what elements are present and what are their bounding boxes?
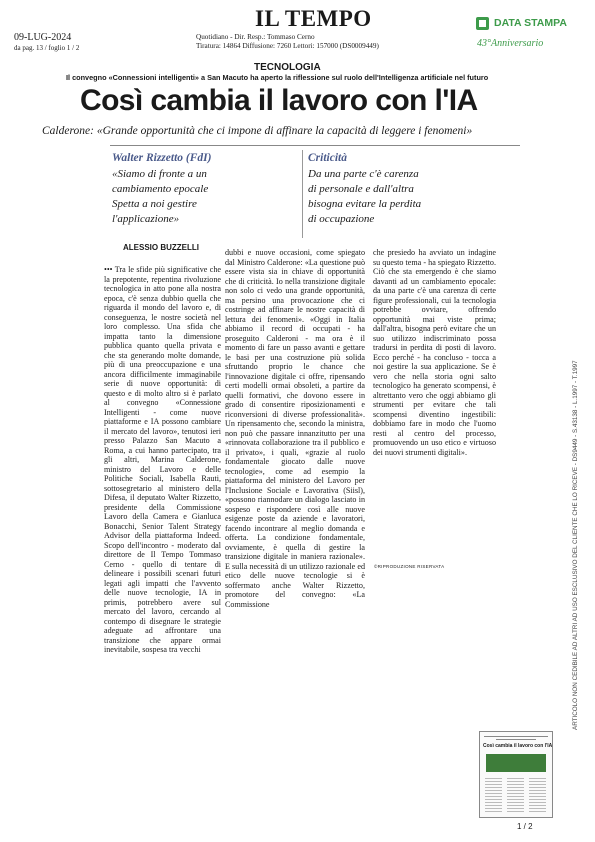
- page-thumbnail[interactable]: [479, 731, 553, 818]
- page-number: 1 / 2: [517, 822, 533, 831]
- quote-separator: [302, 150, 303, 238]
- quote-line: cambiamento epocale: [112, 183, 209, 195]
- quote-line: di personale e dall'altra: [308, 183, 414, 195]
- publication-circulation: Tiratura: 14864 Diffusione: 7260 Lettori: 157000 (DS0009449): [196, 42, 379, 50]
- quote-line: l'applicazione»: [112, 213, 180, 225]
- pull-quote-left-name: Walter Rizzetto (FdI): [112, 152, 212, 164]
- pull-quote-right-text: [308, 167, 508, 227]
- thumbnail-rule: [484, 736, 548, 737]
- article-date: 09-LUG-2024: [14, 32, 72, 43]
- publication-director: Quotidiano - Dir. Resp.: Tommaso Cerno: [196, 33, 315, 41]
- quote-line: di occupazione: [308, 213, 375, 225]
- thumbnail-text-column: [485, 778, 502, 814]
- data-stampa-logo-icon: [476, 17, 489, 30]
- thumbnail-text-column: [529, 778, 546, 814]
- thumbnail-photo: [486, 754, 546, 772]
- quote-line: Da una parte c'è carenza: [308, 168, 419, 180]
- data-stampa-anniversary: 43°Anniversario: [477, 38, 544, 49]
- pull-quote-right-name: Criticità: [308, 152, 347, 164]
- vertical-disclaimer: [560, 150, 579, 730]
- thumbnail-rule: [496, 739, 536, 740]
- vertical-disclaimer-text: ARTICOLO NON CEDIBILE AD ALTRI AD USO ESCLUSIVO DEL CLIENTE CHE LO RICEVE - DS9449 - S.43138 - L.1997 - T.1997: [572, 360, 579, 730]
- quote-line: «Siamo di fronte a un: [112, 168, 207, 180]
- article-subheadline: Calderone: «Grande opportunità che ci impone di affinare la capacità di leggere i fenomeni»: [42, 125, 473, 137]
- article-kicker: Il convegno «Connessioni intelligenti» a San Macuto ha aperto la riflessione sul ruolo dell'Intelligenza artificiale nel futuro: [66, 73, 489, 82]
- quote-line: bisogna evitare la perdita: [308, 198, 422, 210]
- copyright-notice: ©RIPRODUZIONE RISERVATA: [374, 564, 445, 569]
- article-column-3: che presiedo ha avviato un indagine su questo tema - ha spiegato Rizzetto. Ciò che sta emergendo è che siamo davanti ad un cambiamento epocale: da una parte c'è una carenza di certe figure professionali, cui la tecnologia potrebbe ovviare, offrendo opportunità mai viste prima; dall'altra, bisogna però evitare che un suo utilizzo indiscriminato possa tradursi in perdita di posti di lavoro. Ecco perché - ha concluso - tocca a noi gestire la sua applicazione. Se è vero che nella storia ogni salto tecnologico ha generato scompensi, è altrettanto vero che oggi abbiamo gli strumenti per evitare che tali scompensi diventino ingestibili: dobbiamo fare in modo che l'uomo resti al centro del processo, promuovendo un uso etico e virtuoso dei nuovi strumenti digitali».: [373, 248, 496, 457]
- pull-quote-left-text: [112, 167, 297, 227]
- data-stampa-brand: DATA STAMPA: [494, 17, 567, 29]
- quote-line: Spetta a noi gestire: [112, 198, 197, 210]
- page-reference: da pag. 13 / foglio 1 / 2: [14, 44, 80, 52]
- header-divider: [110, 145, 520, 146]
- pull-quote-left: [112, 152, 297, 227]
- newspaper-logo: IL TEMPO: [255, 6, 372, 31]
- article-column-2: dubbi e nuove occasioni, come spiegato dal Ministro Calderone: «La questione può essere vista sia in chiave di opportunità che di criticità. Io nella transizione digitale non solo ci vedo una grande opportunità, ma persino una provocazione che ci costringe ad affinare le nostre capacità di lettura dei fenomeni». «Oggi in Italia abbiamo il record di occupati - ha proseguito Calderoni - ma ora è il momento di fare un passo avanti e gettare le basi per una costruzione più solida sfruttando proprio le chance che l'innovazione digitale ci offre, ripensando certi modelli ormai obsoleti, a partire da quelli formativi, che dovono essere in grado di consentire riposizionamenti e riconversioni di diverse professionalità». Un ripensamento che, secondo la ministra, non può che passare innanzitutto per una «rinnovata collaborazione tra il pubblico e il privato», i quali, «grazie al ruolo fondamentale giocato dalle nuove tecnologie», come ad esempio la piattaforma del ministero del Lavoro per l'Inclusione Sociale e Lavorativa (Siisl), «possono riannodare un dialogo lasciato in sospeso e rispondere così alle nuove esigenze poste da aziende e lavoratori, facendo incontrare al meglio domanda e offerta. La condizione fondamentale, ovviamente, è quella di gestire la transizione digitale in maniera razionale». E sulla necessità di un utilizzo razionale ed etico delle nuove tecnologie si è soffermato anche Walter Rizzetto, promotore del convegno: «La Commissione: [225, 248, 365, 609]
- article-byline: ALESSIO BUZZELLI: [123, 243, 199, 252]
- pull-quote-right: [308, 152, 508, 227]
- article-headline: Così cambia il lavoro con l'IA: [80, 84, 478, 117]
- section-label: TECNOLOGIA: [254, 62, 321, 73]
- article-column-1: ••• Tra le sfide più significative che la prepotente, repentina rivoluzione tecnologica in atto pone alla nostra epoca, c'è senza dubbio quella che riguarda il mondo del lavoro e, di conseguenza, le nostre società nel loro complesso. Una sfida che impatta tanto la dimensione pubblica quanto quella privata e che sta generando molte domande, più di una preoccupazione e una ancora difficilmente immaginabile serie di nuove opportunità: di questo e di molto altro si è parlato al convegno «Connessione Intelligenti - come nuove piattaforme e IA possono cambiare il mercato del lavoro», tenutosi ieri presso Palazzo San Macuto a Roma, a cui hanno partecipato, tra gli altri, Marina Calderone, ministro del Lavoro e delle Politiche Sociali, Isabella Rauti, sottosegretario al ministero della Difesa, il deputato Walter Rizzetto, presidente della Commissione Lavoro della Camera e Gianluca Bonacchi, Senior Talent Strategy Advisor della piattaforma Indeed. Scopo dell'incontro - moderato dal direttore de Il Tempo Tommaso Cerno - quello di tentare di delineare i possibili scenari futuri legati agli impatti che l'avvento delle nuove tecnologie, IA in primis, potrebbero avere sul mercato del lavoro, cercando al contempo di disegnare le strategie adeguate ad affrontare una transizione che appare ormai inevitabile, sospesa tra vecchi: [104, 265, 221, 654]
- publication-info: [196, 33, 426, 51]
- thumbnail-text-column: [507, 778, 524, 814]
- thumbnail-headline: Così cambia il lavoro con l'IA: [483, 743, 553, 749]
